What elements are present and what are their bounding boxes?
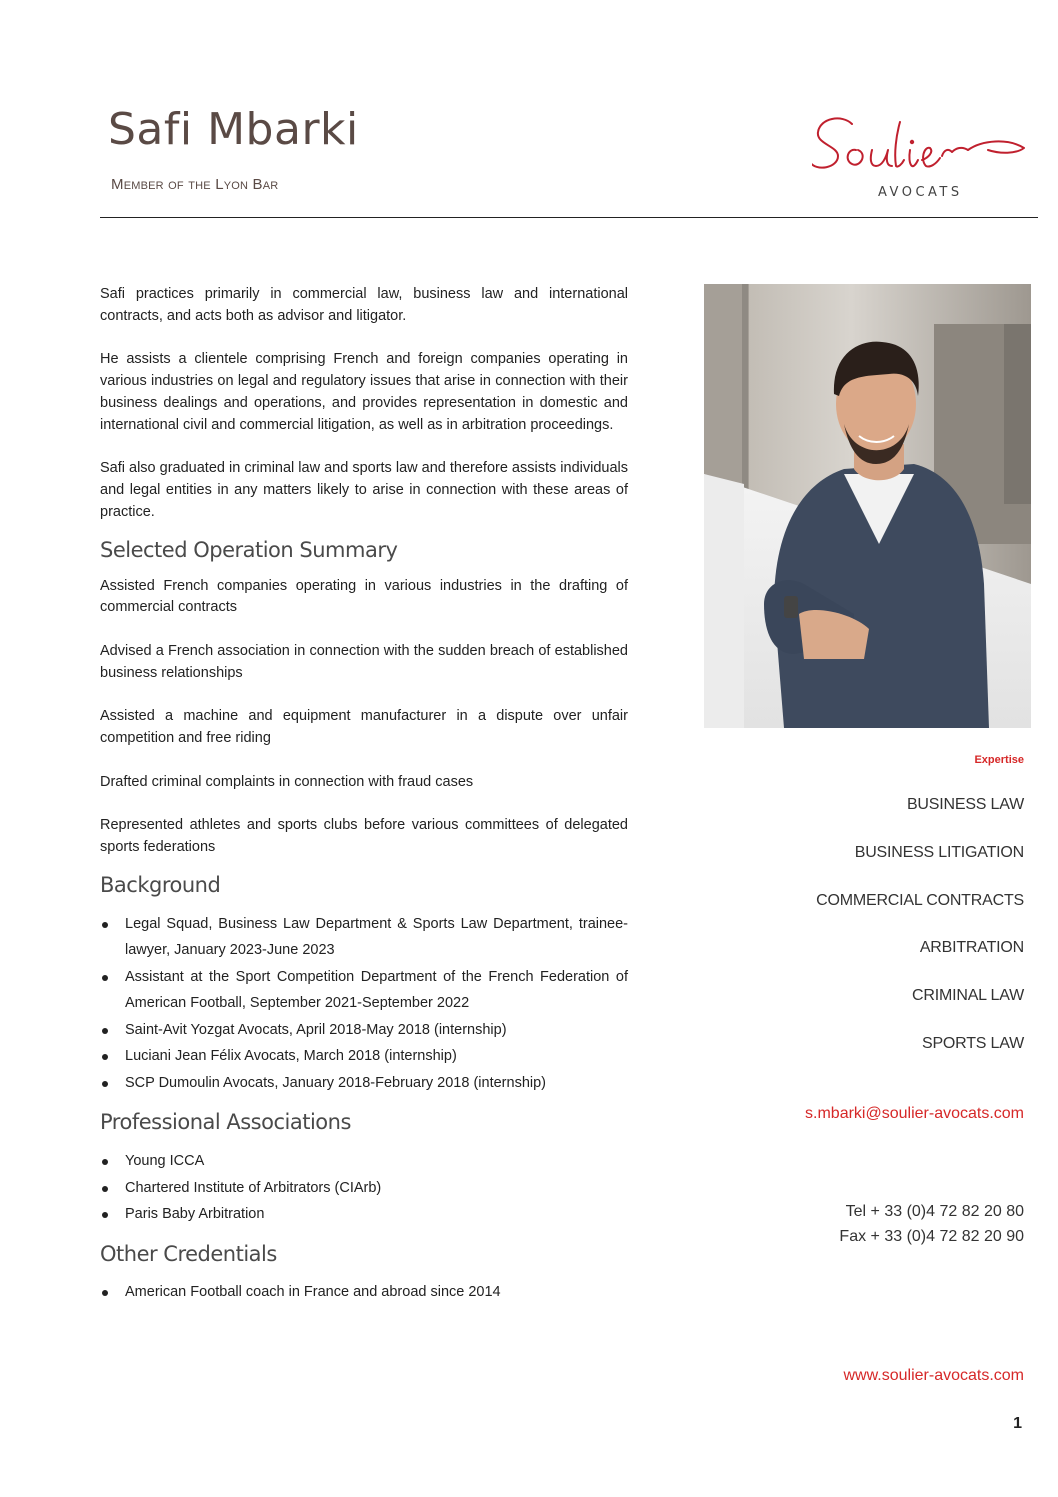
tel-number: Tel + 33 (0)4 72 82 20 80 <box>845 1203 1024 1220</box>
association-item <box>100 1148 628 1175</box>
intro-paragraph: Safi also graduated in criminal law and sports law and therefore assists individuals and legal entities in any matters likely to arise in connection with these areas of practice. <box>100 460 628 520</box>
background-heading: Background <box>100 872 221 897</box>
expertise-item: BUSINESS LAW <box>906 796 1024 813</box>
page-title: Safi Mbarki <box>108 104 359 155</box>
association-item <box>100 1175 628 1202</box>
bullet-icon <box>102 1290 108 1296</box>
bullet-icon <box>102 1054 108 1060</box>
background-list <box>100 911 628 1097</box>
association-item-text: Young ICCA <box>125 1153 205 1170</box>
associations-heading: Professional Associations <box>100 1110 351 1135</box>
operation-item: Assisted French companies operating in various industries in the drafting of commercial contracts <box>100 577 628 616</box>
intro-paragraph: He assists a clientele comprising French and foreign companies operating in various industries on legal and regulatory issues that arise in connection with their business dealings and operations, and provides representation in domestic and international civil and commercial litigation, as well as in arbitration proceedings. <box>100 351 628 433</box>
operation-item: Advised a French association in connection with the sudden breach of established business relationships <box>100 642 628 681</box>
association-item-text: Paris Baby Arbitration <box>125 1206 265 1223</box>
expertise-list <box>816 793 1024 1080</box>
credentials-list <box>100 1279 628 1306</box>
expertise-item: ARBITRATION <box>919 939 1024 957</box>
bullet-icon <box>102 1159 108 1165</box>
soulier-logo-subtitle: AVOCATS <box>878 185 963 200</box>
expertise-item: CRIMINAL LAW <box>912 987 1024 1005</box>
bullet-icon <box>102 975 108 981</box>
background-item-text: SCP Dumoulin Avocats, January 2018-February 2018 (internship) <box>125 1074 546 1091</box>
operation-item: Drafted criminal complaints in connection with fraud cases <box>100 773 474 790</box>
main-column <box>100 284 628 1322</box>
page-subtitle: Member of the Lyon Bar <box>111 176 279 193</box>
profile-photo <box>704 284 1031 728</box>
expertise-title: Expertise <box>974 754 1024 766</box>
background-item-text: Luciani Jean Félix Avocats, March 2018 (internship) <box>125 1048 457 1065</box>
background-item <box>100 1043 628 1070</box>
soulier-logo-script <box>812 110 1032 182</box>
operations-heading: Selected Operation Summary <box>100 537 398 562</box>
bullet-icon <box>102 1081 108 1087</box>
background-item <box>100 1070 628 1097</box>
associations-list <box>100 1148 628 1228</box>
bullet-icon <box>102 922 108 928</box>
fax-number: Fax + 33 (0)4 72 82 20 90 <box>839 1228 1024 1245</box>
background-item-text: Legal Squad, Business Law Department & Sports Law Department, trainee-lawyer, January 2023-June 2023 <box>125 915 628 959</box>
expertise-item: SPORTS LAW <box>921 1034 1024 1052</box>
background-item <box>100 964 628 1017</box>
credentials-heading: Other Credentials <box>100 1241 277 1266</box>
operations-list <box>100 576 628 859</box>
bullet-icon <box>102 1212 108 1218</box>
intro-paragraph: Safi practices primarily in commercial law, business law and international contracts, and acts both as advisor and litigator. <box>100 286 628 324</box>
association-item <box>100 1201 628 1228</box>
header-divider <box>100 217 1038 218</box>
soulier-logo <box>812 110 1032 210</box>
bullet-icon <box>102 1186 108 1192</box>
website-link[interactable]: www.soulier-avocats.com <box>843 1367 1024 1384</box>
email-link[interactable]: s.mbarki@soulier-avocats.com <box>805 1105 1024 1122</box>
background-item-text: Assistant at the Sport Competition Department of the French Federation of American Football, September 2021-September 2022 <box>125 968 628 1012</box>
credential-item <box>100 1279 628 1306</box>
profile-photo-image <box>704 284 1031 728</box>
bullet-icon <box>102 1028 108 1034</box>
page-number: 1 <box>1013 1415 1022 1432</box>
expertise-item: COMMERCIAL CONTRACTS <box>816 891 1024 909</box>
contact-phones <box>839 1199 1024 1249</box>
background-item <box>100 911 628 964</box>
operation-item: Represented athletes and sports clubs before various committees of delegated sports federations <box>100 817 628 856</box>
association-item-text: Chartered Institute of Arbitrators (CIArb) <box>125 1179 382 1196</box>
expertise-item: BUSINESS LITIGATION <box>854 843 1024 861</box>
background-item-text: Saint-Avit Yozgat Avocats, April 2018-May 2018 (internship) <box>125 1021 507 1038</box>
operation-item: Assisted a machine and equipment manufacturer in a dispute over unfair competition and free riding <box>100 708 628 747</box>
credential-item-text: American Football coach in France and abroad since 2014 <box>125 1284 501 1301</box>
background-item <box>100 1017 628 1044</box>
